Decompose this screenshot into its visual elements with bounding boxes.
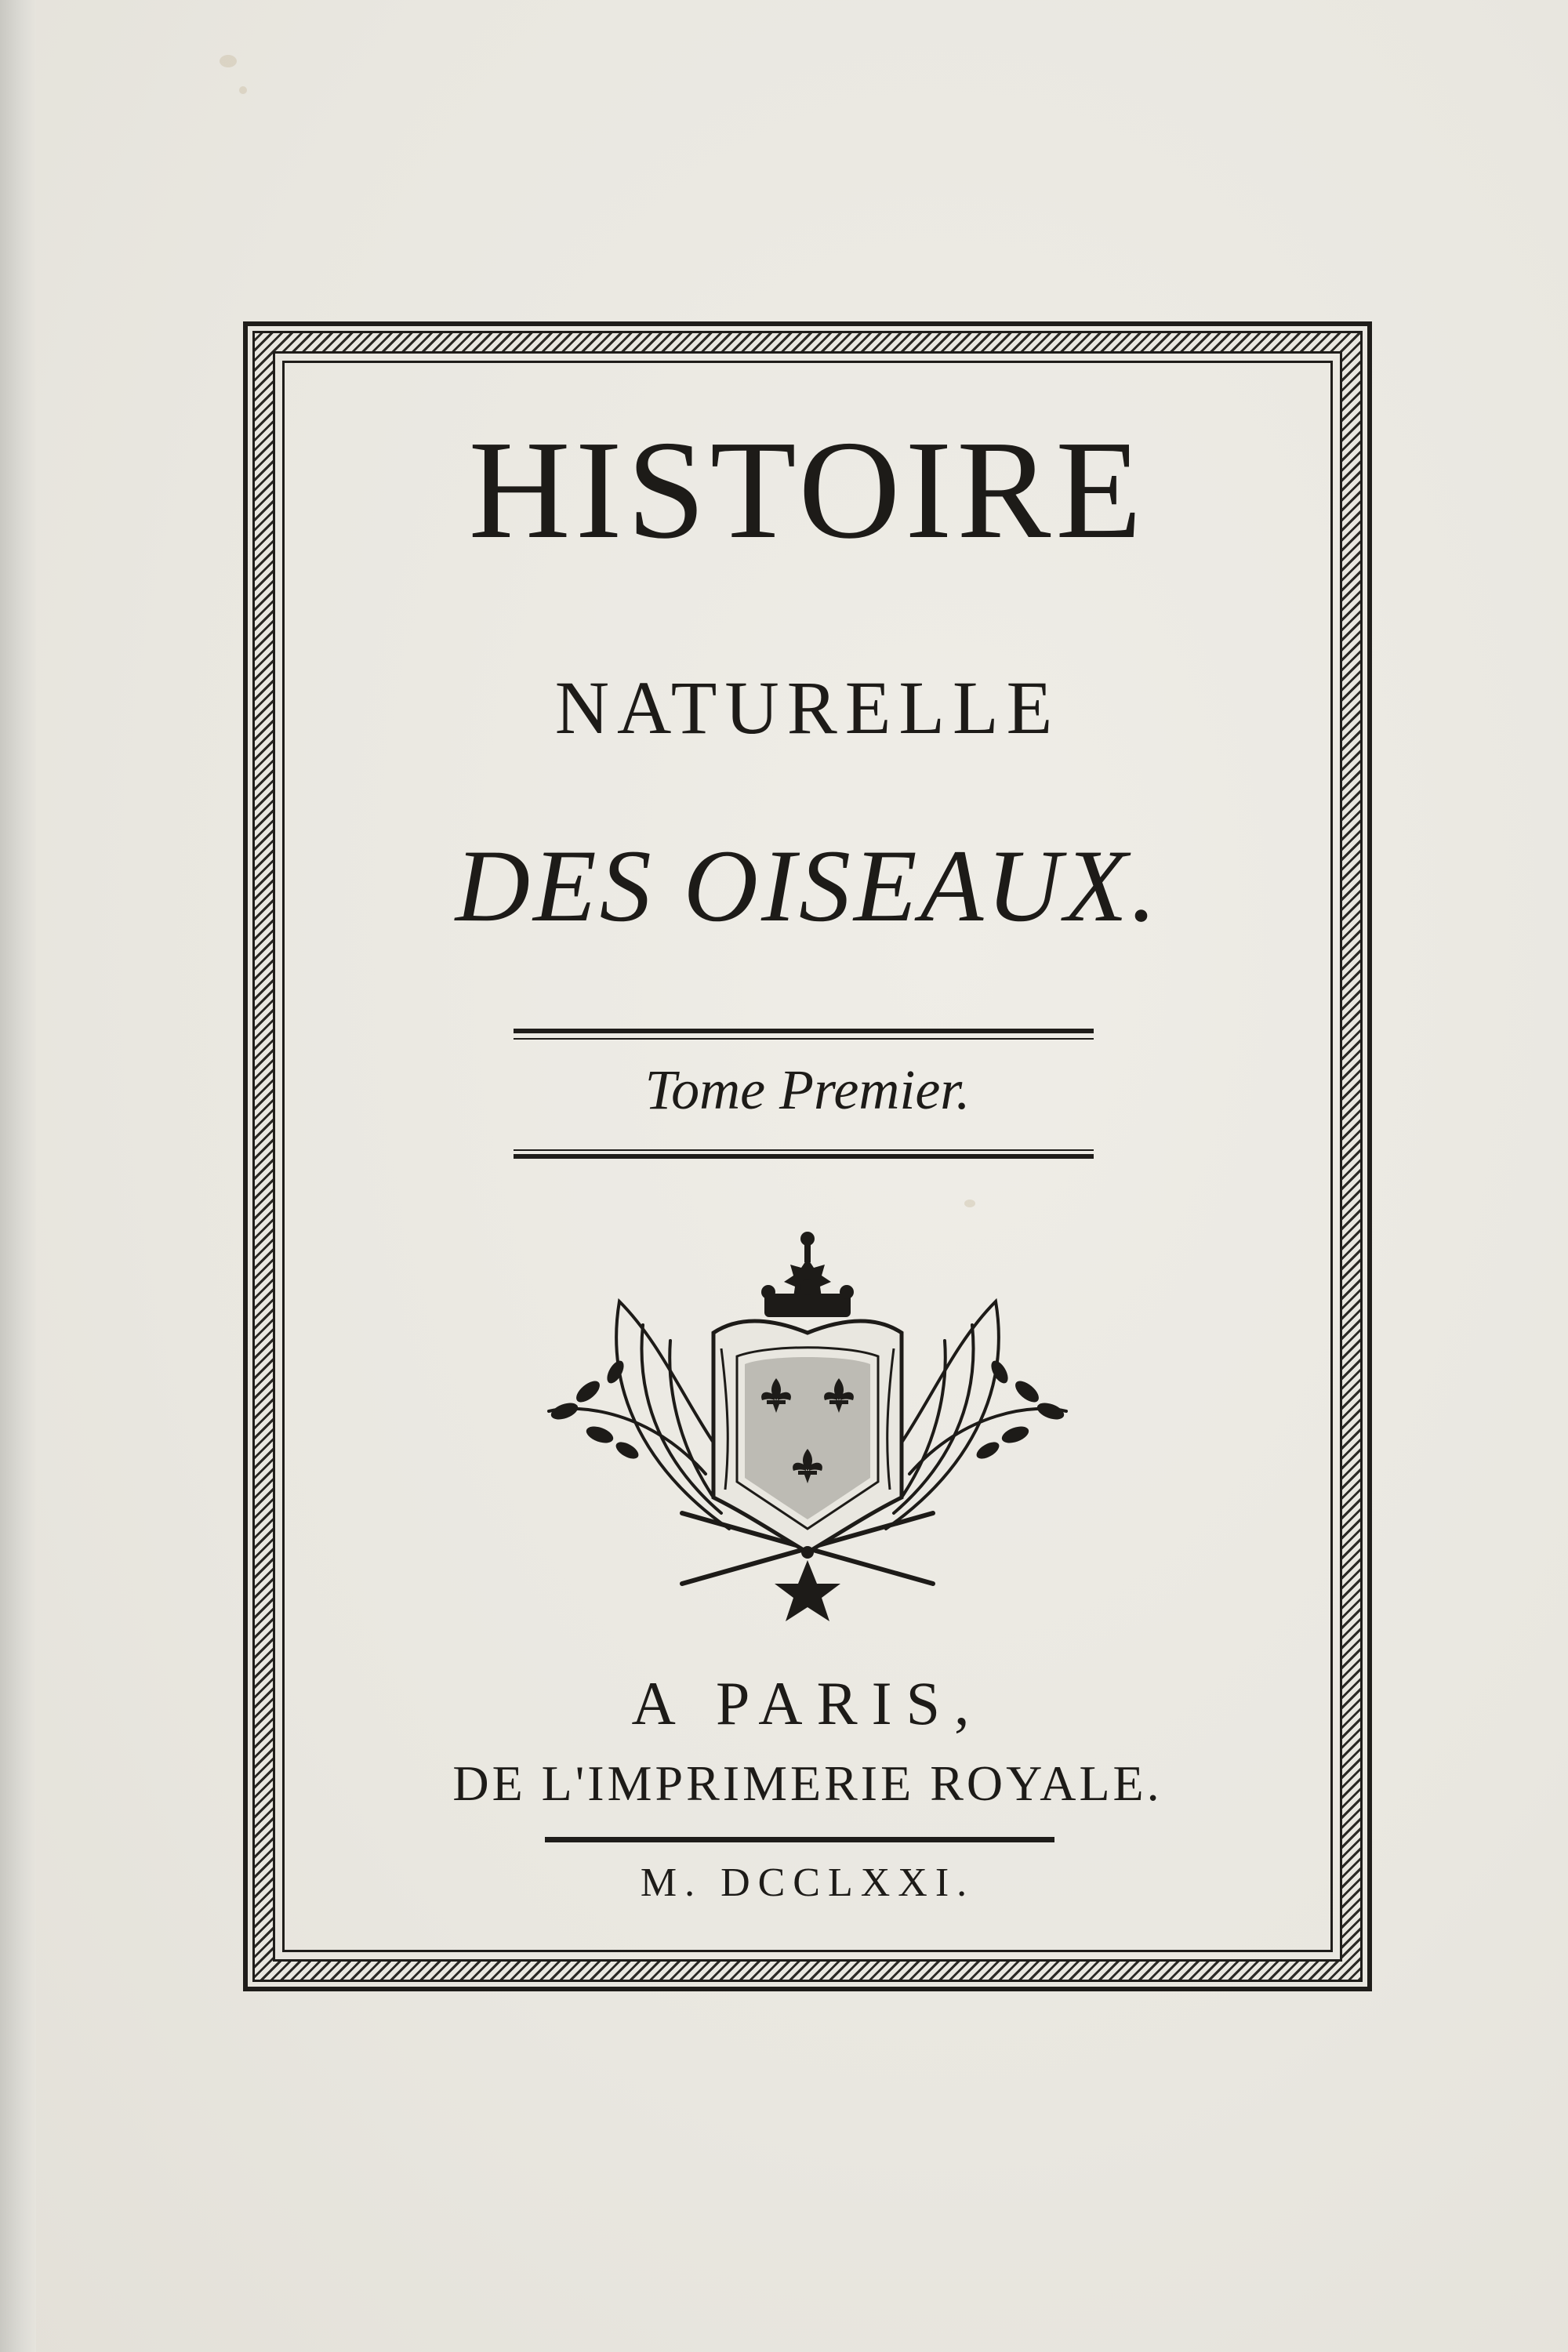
volume-label: Tome Premier. xyxy=(644,1058,971,1121)
rule-below-volume xyxy=(514,1154,1094,1159)
imprint-printer: DE L'IMPRIMERIE ROYALE. xyxy=(452,1755,1163,1811)
foxing-spot xyxy=(220,55,237,67)
rule-above-volume xyxy=(514,1029,1094,1033)
rule-above-date xyxy=(545,1837,1054,1842)
royal-coat-of-arms-vignette xyxy=(533,1215,1082,1639)
title-histoire: HISTOIRE xyxy=(468,412,1147,568)
foxing-spot xyxy=(239,86,247,94)
imprint-place: A PARIS, xyxy=(631,1669,984,1737)
imprint-date: M. DCCLXXI. xyxy=(640,1860,975,1905)
title-des-oiseaux: DES OISEAUX. xyxy=(455,828,1160,943)
page-gutter-shadow xyxy=(0,0,36,2352)
title-naturelle: NATURELLE xyxy=(554,666,1061,750)
